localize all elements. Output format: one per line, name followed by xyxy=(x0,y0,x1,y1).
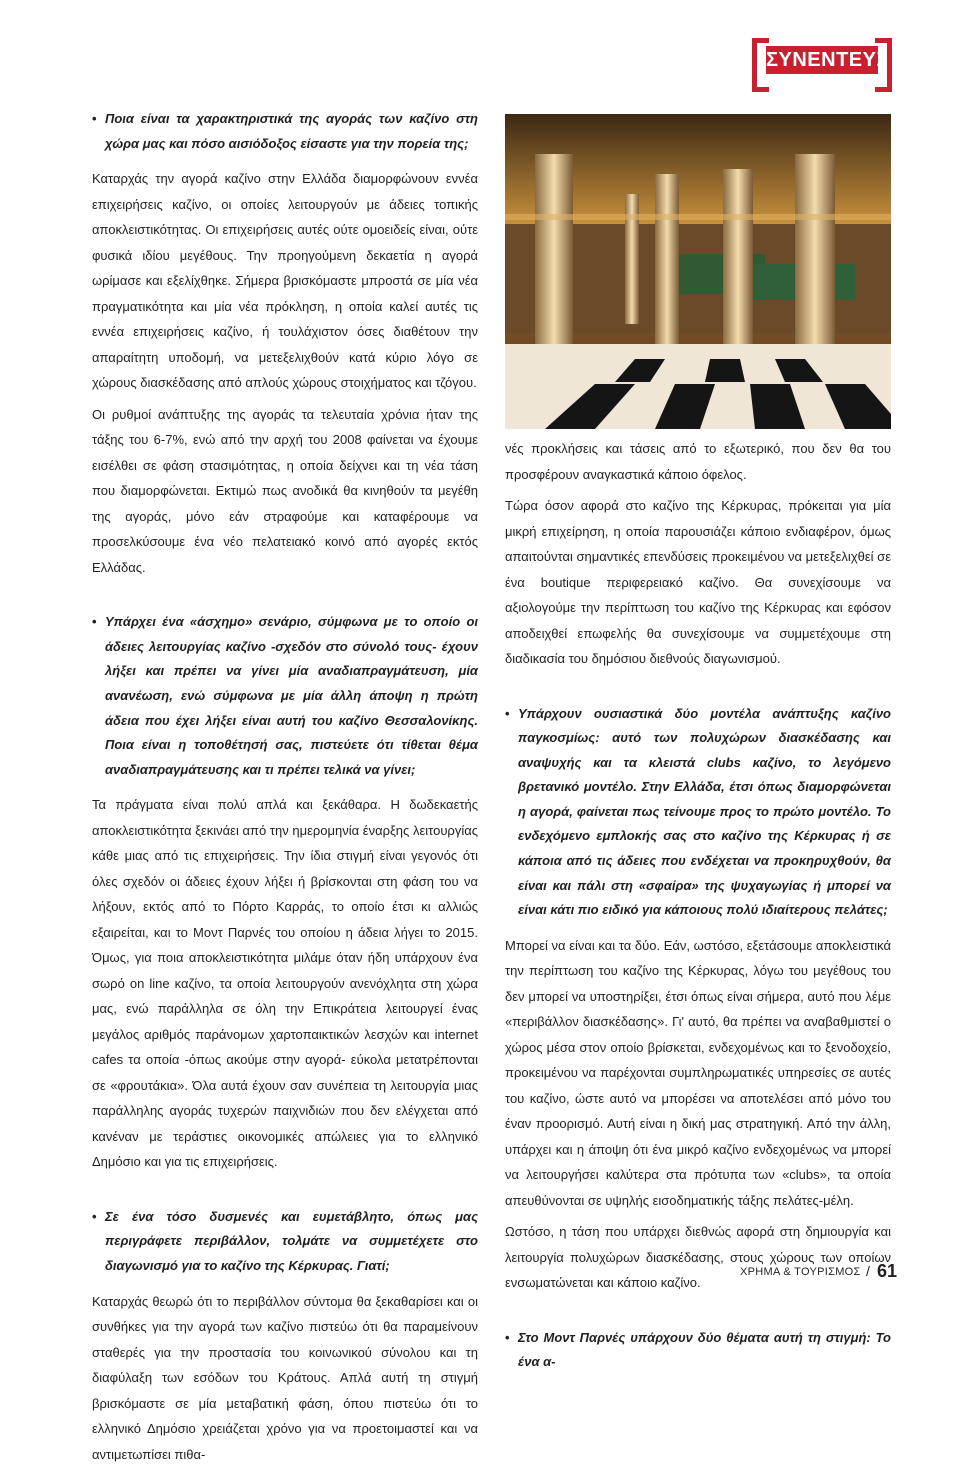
section-tag xyxy=(752,38,905,84)
footer-separator: / xyxy=(866,1263,870,1279)
question-1: • Ποια είναι τα χαρακτηριστικά της αγοράς των καζίνο στη χώρα μας και πόσο αισιόδοξος είσαστε για την πορεία της; xyxy=(92,107,478,156)
bullet-icon: • xyxy=(92,614,97,630)
answer-paragraph: Τα πράγματα είναι πολύ απλά και ξεκάθαρα. Η δωδεκαετής αποκλειστικότητα ξεκινάει από την ημερομηνία έναρξης λειτουργίας κάθε μιας από τις επιχειρήσεις. Την ίδια στιγμή είναι γεγονός ότι όλες σχεδόν οι άδειες έχουν λήξει ή βρίσκονται στη φάση του να λήξουν, εκτός από το Πόρτο Καρράς, το οποίο έτσι κι αλλιώς εξαιρείται, και το Μοντ Παρνές του οποίου η άδεια λήγει το 2015. Όμως, για ποια αποκλειστικότητα μιλάμε όταν ήδη υπάρχουν ένα σωρό on line καζίνο, τα οποία λειτουργούν ανενόχλητα στη χώρα μας, ενώ παράλληλα σε όλη την Επικράτεια λειτουργεί ένας μεγάλος αριθμός παράνομων χαρτοπαικτικών λεσχών και internet cafes τα οποία -όπως ακούμε στην αγορά- εύκολα μετατρέπονται σε «φρουτάκια». Όλα αυτά έχουν σαν συνέπεια τη λειτουργία μιας παράλληλης αγοράς τυχερών παιχνιδιών που δεν ελέγχεται από κανέναν με τεράστιες οικονομικές απώλειες για το ελληνικό Δημόσιο και για τις επιχειρήσεις. xyxy=(92,797,478,1170)
answer-paragraph: Οι ρυθμοί ανάπτυξης της αγοράς τα τελευταία χρόνια ήταν της τάξης του 6-7%, ενώ από την αρχή του 2008 φαίνεται να έχουμε εισέλθει σε φάση στασιμότητας, η οποία δείχνει και τη νέα τάση που διαμορφώνεται. Εκτιμώ πως ανοδικά θα κινηθούν τα μεγέθη της αγοράς, μόνο εάν στραφούμε και καταφέρουμε να προσελκύσουμε ένα νέο πελατειακό κοινό από αγορές εκτός Ελλάδας. xyxy=(92,406,478,575)
answer-paragraph: Καταρχάς θεωρώ ότι το περιβάλλον σύντομα θα ξεκαθαρίσει και οι συνθήκες για την αγορά των καζίνο πιστεύω ότι θα παραμείνουν σταθερές για την προστασία του κοινωνικού σύνολου και τη διαφύλαξη των εσόδων του Κράτους. Απλά αυτή τη στιγμή βρισκόμαστε σε μία μεταβατική φάση, όπου πιστεύω ότι το ελληνικό Δημόσιο χρειάζεται χρόνο για να προετοιμαστεί και να αντιμετωπίσει πιθα- xyxy=(92,1293,478,1462)
casino-photo xyxy=(505,114,891,429)
left-column xyxy=(92,107,478,1473)
casino-hall-illustration xyxy=(505,114,891,429)
question-4: • Υπάρχουν ουσιαστικά δύο μοντέλα ανάπτυξης καζίνο παγκοσμίως: αυτό των πολυχώρων διασκέδασης και αναψυχής και τα κλειστά clubs καζίνο, το λεγόμενο βρετανικό μοντέλο. Στην Ελλάδα, έτσι όπως διαμορφώνεται η αγορά, φαίνεται πως τείνουμε προς το πρώτο μοντέλο. Το ενδεχόμενο εμπλοκής σας στο καζίνο της Κέρκυρας ή σε κάποια από τις άδειες που ενδέχεται να προκηρυχθούν, θα είναι και πάλι στη «σφαίρα» της ψυχαγωγίας ή μπορεί να είναι κάτι πιο ειδικό για κάποιους πολύ ιδιαίτερους πελάτες; xyxy=(505,702,891,923)
right-column xyxy=(505,436,891,1385)
question-2: • Υπάρχει ένα «άσχημο» σενάριο, σύμφωνα με το οποίο οι άδειες λειτουργίας καζίνο -σχεδόν στο σύνολό τους- έχουν λήξει και πρέπει να γίνει μία αναδιαπραγμάτευση, μία ανανέωση, ενώ σύμφωνα με μία άλλη άποψη η πρώτη άδεια που έχει λήξει είναι αυτή του καζίνο Θεσσαλονίκης. Ποια είναι η τοποθέτησή σας, πιστεύετε ότι τίθεται θέμα αναδιαπραγμάτευσης και τι πρέπει τελικά να γίνει; xyxy=(92,610,478,782)
answer-paragraph: Μπορεί να είναι και τα δύο. Εάν, ωστόσο, εξετάσουμε αποκλειστικά την περίπτωση του καζίνο της Κέρκυρας, λόγω του μεγέθους του δεν μπορεί να υποστηρίξει, έτσι όπως είναι σήμερα, αυτό που λέμε «περιβάλλον διασκέδασης». Γι' αυτό, θα πρέπει να αναβαθμιστεί ο χώρος μέσα στον οποίο βρίσκεται, ενδεχομένως και το ξενοδοχείο, προκειμένου να παρέχονται συμπληρωματικές υπηρεσίες σε αυτές του καζίνο, ώστε αυτό να μπορέσει να αποτελέσει από μόνο του έναν προορισμό. Αυτή είναι η δική μας στρατηγική. Από την άλλη, υπάρχει και η άποψη ότι ένα μικρό καζίνο ενδεχομένως να μπορεί να λειτουργήσει καλύτερα στα πρότυπα των «clubs», τα οποία απευθύνονται σε υψηλής εισοδηματικής τάξης πελάτες-μέλη. xyxy=(505,937,891,1208)
question-5: • Στο Μοντ Παρνές υπάρχουν δύο θέματα αυτή τη στιγμή: Το ένα α- xyxy=(505,1326,891,1375)
answer-paragraph: Τώρα όσον αφορά στο καζίνο της Κέρκυρας, πρόκειται για μία μικρή επιχείρηση, η οποία παρουσιάζει κάποιο ενδιαφέρον, όμως απαιτούνται σημαντικές επενδύσεις προκειμένου να μετεξελιχθεί σε ένα boutique περιφερειακό καζίνο. Θα συνεχίσουμε να αξιολογούμε την περίπτωση του καζίνο της Κέρκυρας και εφόσον αποδειχθεί επωφελής θα συνεχίσουμε να συμμετέχουμε στη διαδικασία του δημόσιου διεθνούς διαγωνισμού. xyxy=(505,498,891,666)
bullet-icon: • xyxy=(92,1208,97,1224)
bracket-right-icon xyxy=(875,38,892,92)
answer-paragraph: Καταρχάς την αγορά καζίνο στην Ελλάδα διαμορφώνουν εννέα επιχειρήσεις καζίνο, οι οποίες λειτουργούν με άδειες τοπικής αποκλειστικότητας. Οι επιχειρήσεις αυτές ούτε ομοειδείς είναι, ούτε φυσικά ιδίου μεγέθους. Την προηγούμενη δεκαετία η αγορά ωρίμασε και εξελίχθηκε. Σήμερα βρισκόμαστε μπροστά σε μία νέα πραγματικότητα και μία νέα πρόκληση, η οποία καλεί αυτές τις εννέα επιχειρήσεις καζίνο, ή τουλάχιστον όσες διαθέτουν την απαραίτητη υποδομή, να μετεξελιχθούν κατά κύριο λόγο σε χώρους διασκέδασης από απλούς χώρους στοιχήματος και τζόγου. xyxy=(92,171,478,391)
answer-paragraph: Ωστόσο, η τάση που υπάρχει διεθνώς αφορά στη δημιουργία και λειτουργία πολυχώρων διασκέδασης, στους χώρους των οποίων ενσωματώνεται και κάποιο καζίνο. xyxy=(505,1224,891,1291)
page-footer xyxy=(740,1261,898,1282)
bullet-icon: • xyxy=(505,705,510,721)
page-number: 61 xyxy=(877,1261,898,1281)
publication-name: ΧΡΗΜΑ & ΤΟΥΡΙΣΜΟΣ xyxy=(740,1266,861,1278)
section-label: ΣΥΝΕΝΤΕΥΞΗ xyxy=(766,46,878,74)
question-3: • Σε ένα τόσο δυσμενές και ευμετάβλητο, όπως μας περιγράφετε περιβάλλον, τολμάτε να συμμετέχετε στο διαγωνισμό για το καζίνο της Κέρκυρας. Γιατί; xyxy=(92,1205,478,1279)
answer-paragraph: νές προκλήσεις και τάσεις από το εξωτερικό, που δεν θα του προσφέρουν αναγκαστικά κάποιο όφελος. xyxy=(505,441,891,482)
bullet-icon: • xyxy=(505,1329,510,1345)
bullet-icon: • xyxy=(92,111,97,126)
